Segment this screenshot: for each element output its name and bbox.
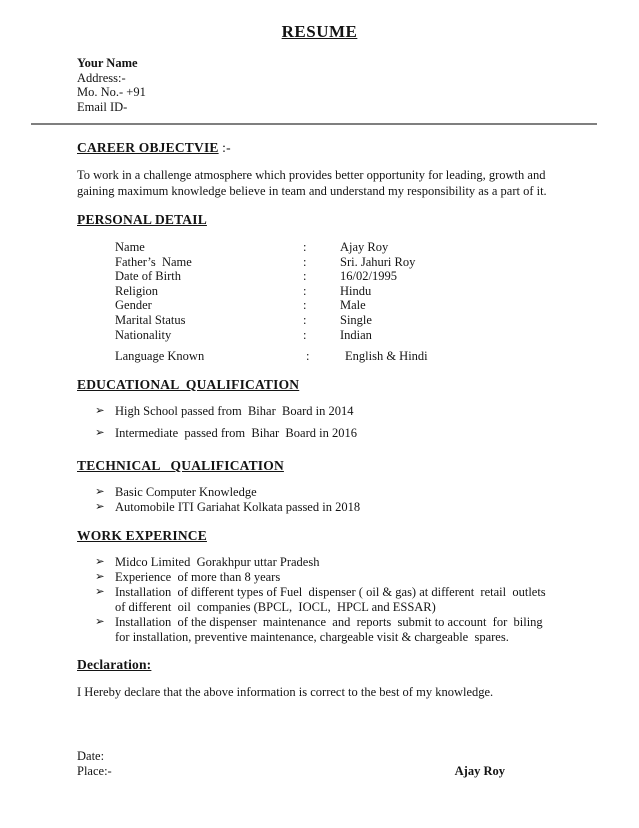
place-row — [77, 764, 562, 780]
page-title-text: RESUME — [281, 22, 358, 41]
section-heading-educational-qualification — [77, 377, 562, 393]
list-item — [77, 570, 562, 585]
career-objective-heading-suffix: :- — [218, 140, 231, 155]
table-row-fathers-name — [115, 255, 562, 270]
list-item-text: High School passed from Bihar Board in 2014 — [115, 403, 354, 418]
list-item-text: Basic Computer Knowledge — [115, 484, 257, 499]
section-heading-personal-detail — [77, 212, 562, 228]
table-row-marital-status — [115, 313, 562, 328]
row-value: 16/02/1995 — [340, 269, 397, 284]
arrow-bullet-icon: ➢ — [95, 615, 105, 628]
arrow-bullet-icon: ➢ — [95, 404, 105, 417]
table-row-religion — [115, 284, 562, 299]
header-divider — [31, 123, 597, 125]
row-separator: : — [303, 327, 307, 342]
list-item — [77, 485, 562, 501]
row-value: Single — [340, 312, 372, 327]
row-label: Nationality — [115, 327, 172, 342]
row-label: Marital Status — [115, 312, 186, 327]
row-separator: : — [303, 254, 307, 269]
row-separator: : — [303, 298, 307, 313]
arrow-bullet-icon: ➢ — [95, 426, 105, 439]
row-value: Male — [340, 298, 366, 313]
work-experience-list — [77, 555, 562, 645]
table-row-nationality — [115, 328, 562, 343]
row-value: Ajay Roy — [340, 240, 389, 254]
row-label: Gender — [115, 298, 152, 313]
list-item — [77, 500, 562, 516]
row-separator: : — [303, 269, 307, 284]
educational-qualification-list — [77, 404, 562, 441]
row-label: Name — [115, 240, 145, 254]
career-objective-heading-text: CAREER OBJECTVIE — [77, 140, 219, 155]
row-separator: : — [303, 283, 307, 298]
table-row-language-known — [115, 349, 562, 364]
row-value: Sri. Jahuri Roy — [340, 254, 416, 269]
declaration-text: I Hereby declare that the above information is correct to the best of my knowledge. — [77, 684, 494, 699]
arrow-bullet-icon: ➢ — [95, 485, 105, 498]
row-label: Language Known — [115, 349, 205, 364]
section-heading-declaration — [77, 657, 562, 673]
table-row-date-of-birth — [115, 269, 562, 284]
row-label: Father’s Name — [115, 254, 192, 269]
row-value: English & Hindi — [345, 349, 428, 364]
list-item — [77, 404, 562, 419]
educational-qualification-heading-text: EDUCATIONAL QUALIFICATION — [77, 376, 300, 392]
list-item — [77, 585, 562, 615]
contact-block — [77, 56, 562, 114]
career-objective-text: To work in a challenge atmosphere which provides better opportunity for leading, growth and gaining maximum knowledge believe in team and understand my responsibility as a part of it. — [77, 168, 549, 198]
list-item — [77, 555, 562, 570]
list-item-text: Installation of different types of Fuel dispenser ( oil & gas) at different retail outlets of different oil companies (BPCL, IOCL, HPCL and ESSAR) — [115, 584, 552, 614]
contact-address: Address:- — [77, 70, 126, 85]
contact-mobile: Mo. No.- +91 — [77, 85, 146, 99]
technical-qualification-list — [77, 485, 562, 516]
contact-email: Email ID- — [77, 99, 128, 114]
arrow-bullet-icon: ➢ — [95, 585, 105, 598]
row-separator: : — [303, 312, 307, 327]
table-row-name — [115, 240, 562, 255]
arrow-bullet-icon: ➢ — [95, 570, 105, 583]
personal-detail-heading-text: PERSONAL DETAIL — [77, 212, 207, 227]
section-heading-work-experience — [77, 528, 562, 544]
row-label: Date of Birth — [115, 269, 181, 284]
row-separator: : — [306, 349, 310, 364]
list-item-text: Midco Limited Gorakhpur uttar Pradesh — [115, 554, 320, 569]
row-separator: : — [303, 240, 307, 254]
work-experience-heading-text: WORK EXPERINCE — [77, 527, 207, 543]
arrow-bullet-icon: ➢ — [95, 501, 105, 514]
table-row-gender — [115, 298, 562, 313]
list-item — [77, 426, 562, 441]
list-item-text: Automobile ITI Gariahat Kolkata passed in 2018 — [115, 500, 361, 515]
document-content — [0, 56, 639, 114]
row-value: Hindu — [340, 283, 372, 298]
list-item — [77, 615, 562, 645]
signature-name: Ajay Roy — [454, 764, 505, 779]
section-heading-technical-qualification — [77, 458, 562, 474]
place-label: Place:- — [77, 764, 112, 779]
section-heading-career-objective — [77, 140, 562, 156]
date-label: Date: — [77, 748, 105, 763]
row-label: Religion — [115, 283, 159, 298]
list-item-text: Experience of more than 8 years — [115, 569, 281, 584]
document-body — [0, 140, 639, 780]
arrow-bullet-icon: ➢ — [95, 555, 105, 568]
list-item-text: Intermediate passed from Bihar Board in 2016 — [115, 425, 357, 440]
technical-qualification-heading-text: TECHNICAL QUALIFICATION — [77, 457, 284, 473]
personal-detail-table — [115, 240, 562, 364]
row-value: Indian — [340, 327, 372, 342]
footer-block — [77, 749, 562, 780]
contact-name: Your Name — [77, 56, 138, 70]
declaration-heading-text: Declaration: — [77, 656, 152, 672]
list-item-text: Installation of the dispenser maintenance and reports submit to account for biling for installation, preventive maintenance, chargeable visit & chargeable spares. — [115, 614, 549, 644]
page-title — [0, 0, 639, 42]
